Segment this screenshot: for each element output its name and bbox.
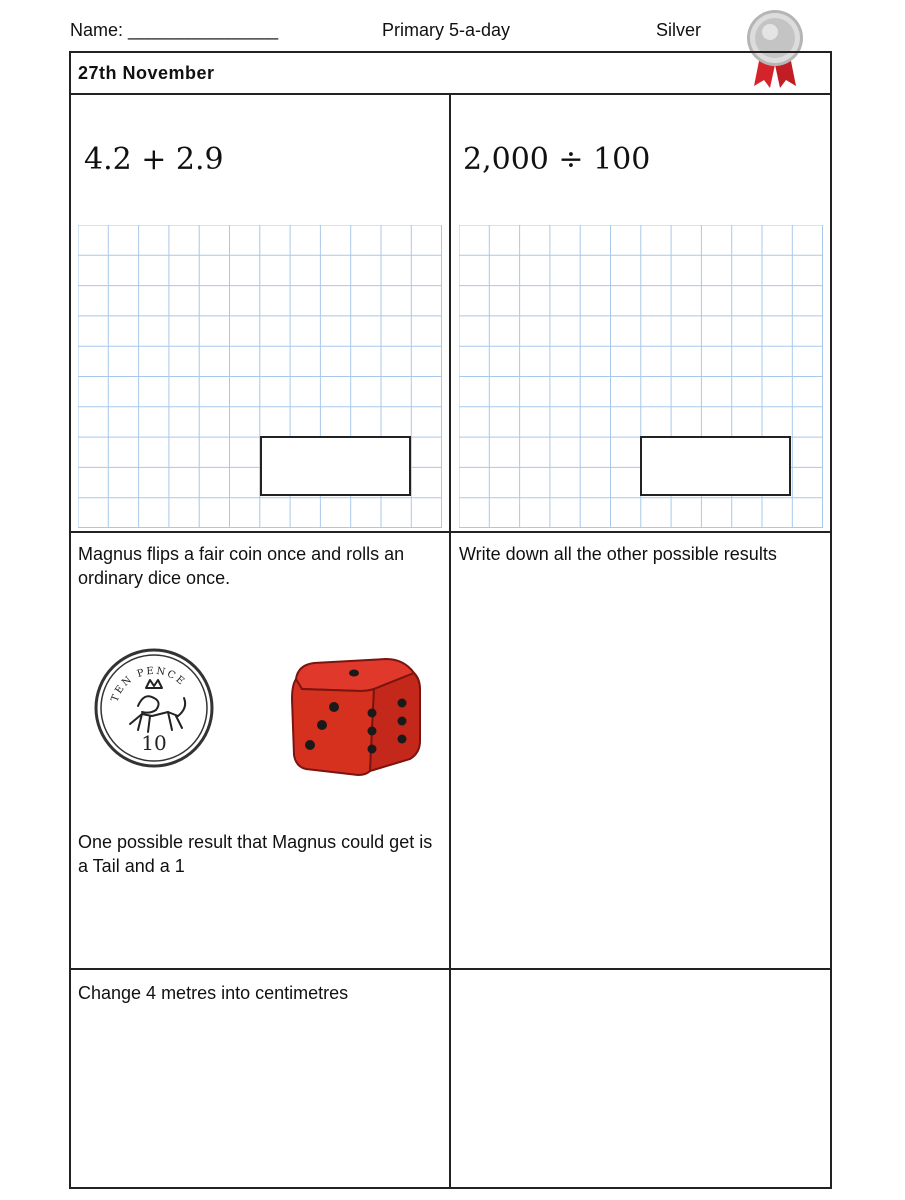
q1-expression: 4.2 + 2.9 [84,142,224,177]
coin-image [92,646,216,770]
q5-answer-area[interactable] [72,1010,448,1186]
worksheet-date: 27th November [78,63,215,83]
q4-question-text: Write down all the other possible results [459,544,777,564]
coin-value: 10 [141,731,167,755]
blank-cell [452,971,830,1187]
q3-result-text: One possible result that Magnus could get is a Tail and a 1 [78,832,433,876]
q1-answer-box[interactable] [260,436,411,496]
q4-answer-area[interactable] [452,572,830,966]
q5-question-text: Change 4 metres into centimetres [78,983,349,1003]
dice-image [288,655,424,777]
q3-question-text: Magnus flips a fair coin once and rolls an ordinary dice once. [78,544,405,588]
q2-answer-box[interactable] [640,436,791,496]
divider [449,93,451,1189]
level-label: Silver [656,20,702,40]
name-label: Name: _______________ [70,20,279,40]
coin-inscription: TEN PENCE [109,665,188,704]
q2-expression: 2,000 ÷ 100 [463,142,651,177]
worksheet-title: Primary 5-a-day [382,20,511,40]
